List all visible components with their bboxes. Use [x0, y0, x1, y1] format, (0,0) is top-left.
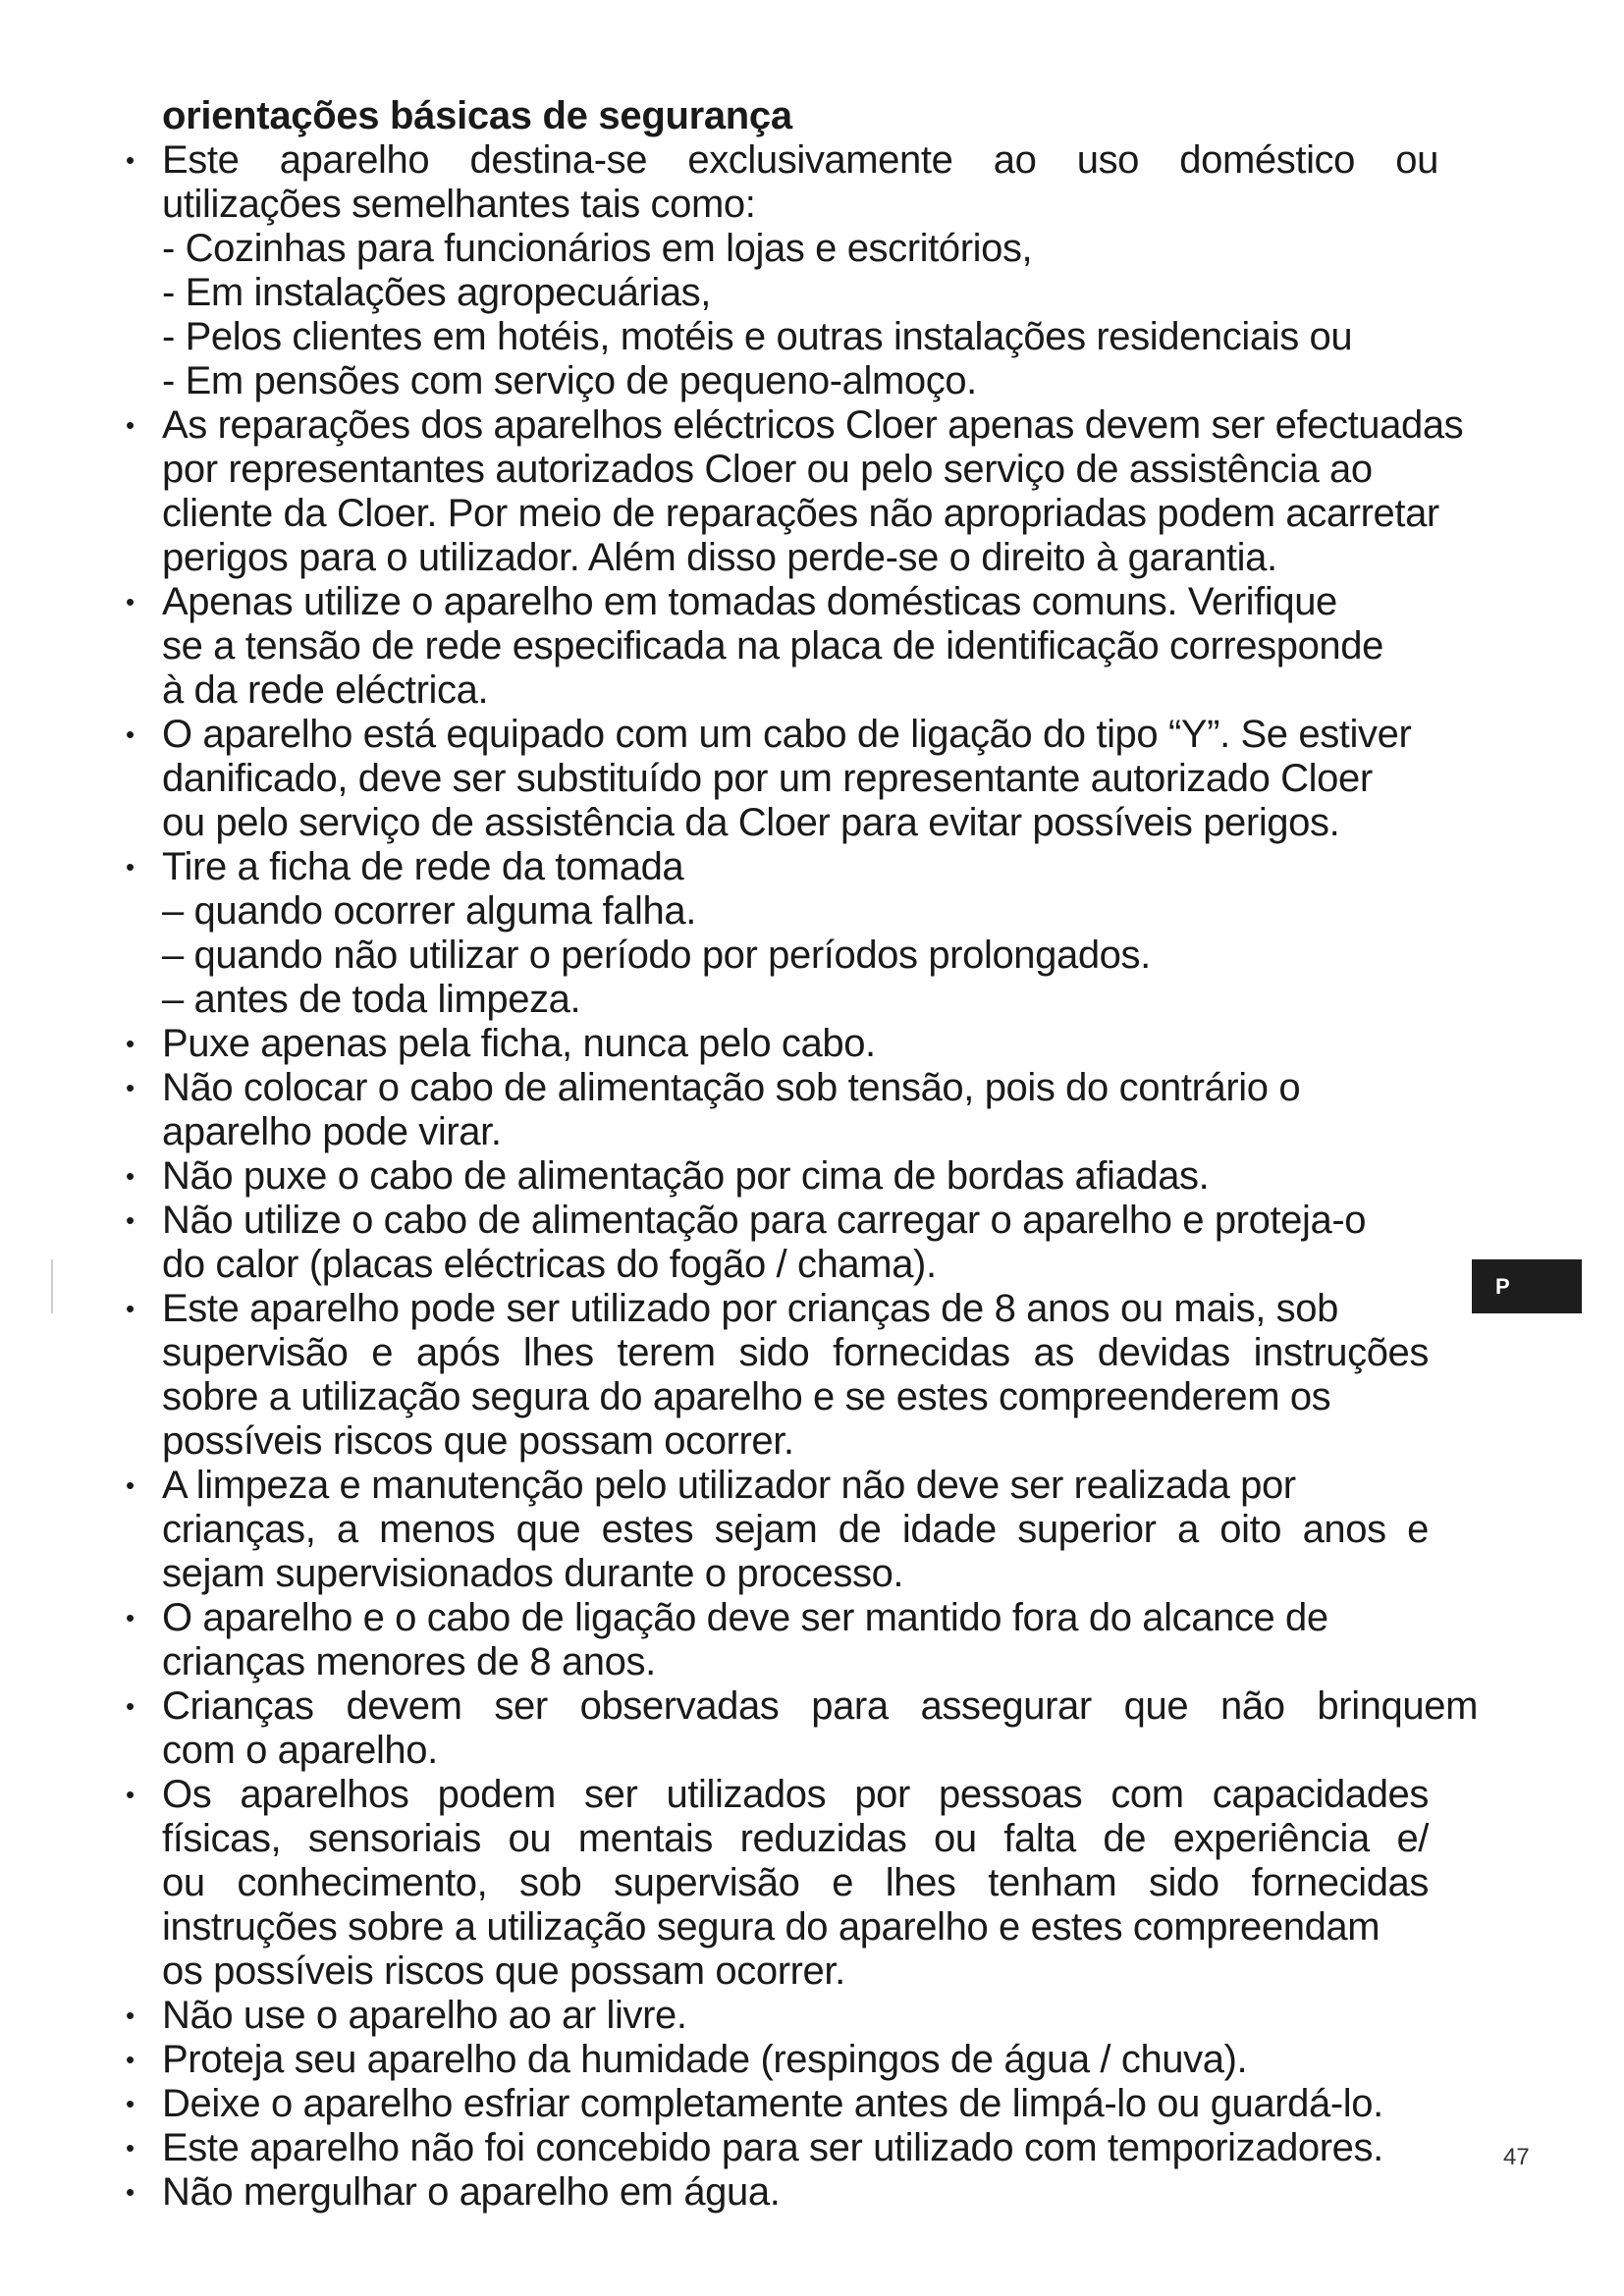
text-line: O aparelho e o cabo de ligação deve ser mantido fora do alcance de	[162, 1596, 1328, 1639]
text-line: Deixe o aparelho esfriar completamente antes de limpá-lo ou guardá-lo.	[162, 2082, 1383, 2125]
text-line: Este aparelho não foi concebido para ser utilizado com temporizadores.	[162, 2126, 1383, 2169]
language-tab: P	[1472, 1259, 1582, 1313]
bullet: •	[126, 587, 135, 616]
list-item	[118, 1994, 1571, 2038]
text-line: os possíveis riscos que possam ocorrer.	[162, 1949, 845, 1993]
text-line: – antes de toda limpeza.	[162, 978, 581, 1021]
bullet: •	[126, 2001, 135, 2030]
bullet: •	[126, 1205, 135, 1235]
text-line: – quando ocorrer alguma falha.	[162, 889, 696, 933]
bullet: •	[126, 1603, 135, 1632]
text-line: - Em pensões com serviço de pequeno-almoço.	[162, 359, 977, 402]
text-line: perigos para o utilizador. Além disso perde-se o direito à garantia.	[162, 536, 1277, 579]
text-line: As reparações dos aparelhos eléctricos Cloer apenas devem ser efectuadas	[162, 403, 1464, 447]
text-line: Este aparelho destina-se exclusivamente ao uso doméstico ou	[162, 138, 1438, 182]
text-line: aparelho pode virar.	[162, 1110, 502, 1153]
bullet: •	[126, 1780, 135, 1809]
text-line: - Pelos clientes em hotéis, motéis e outras instalações residenciais ou	[162, 315, 1353, 358]
text-line: sejam supervisionados durante o processo.	[162, 1552, 904, 1595]
text-line: Puxe apenas pela ficha, nunca pelo cabo.	[162, 1022, 876, 1065]
bullet: •	[126, 1073, 135, 1102]
text-line: à da rede eléctrica.	[162, 668, 489, 712]
bullet: •	[126, 720, 135, 749]
list-item	[118, 2038, 1571, 2082]
text-line: Não use o aparelho ao ar livre.	[162, 1994, 687, 2037]
text-line: cliente da Cloer. Por meio de reparações não apropriadas podem acarretar	[162, 492, 1439, 535]
bullet: •	[126, 410, 135, 440]
list-item	[118, 1287, 1571, 1464]
bullet: •	[126, 145, 135, 175]
list-item	[118, 1773, 1571, 1994]
text-line: com o aparelho.	[162, 1729, 438, 1772]
text-line: se a tensão de rede especificada na placa de identificação corresponde	[162, 624, 1383, 667]
page-number: 47	[1503, 2144, 1530, 2170]
text-line: - Em instalações agropecuárias,	[162, 271, 711, 314]
safety-section	[118, 94, 1571, 2215]
bullet: •	[126, 2133, 135, 2163]
text-line: crianças, a menos que estes sejam de idade superior a oito anos e	[162, 1508, 1429, 1551]
text-line: A limpeza e manutenção pelo utilizador não deve ser realizada por	[162, 1464, 1296, 1507]
list-item	[118, 2126, 1571, 2170]
text-line: Não colocar o cabo de alimentação sob tensão, pois do contrário o	[162, 1066, 1301, 1109]
list-item	[118, 1596, 1571, 1684]
text-line: por representantes autorizados Cloer ou pelo serviço de assistência ao	[162, 448, 1373, 491]
bullet: •	[126, 1161, 135, 1191]
text-line: do calor (placas eléctricas do fogão / chama).	[162, 1243, 937, 1286]
text-line: Tire a ficha de rede da tomada	[162, 845, 684, 888]
text-line: danificado, deve ser substituído por um representante autorizado Cloer	[162, 757, 1373, 800]
text-line: Apenas utilize o aparelho em tomadas domésticas comuns. Verifique	[162, 580, 1337, 623]
text-line: ou pelo serviço de assistência da Cloer para evitar possíveis perigos.	[162, 801, 1340, 844]
list-item	[118, 1154, 1571, 1199]
text-line: - Cozinhas para funcionários em lojas e escritórios,	[162, 227, 1033, 270]
list-item	[118, 2170, 1571, 2215]
text-line: Não mergulhar o aparelho em água.	[162, 2170, 781, 2214]
bullet: •	[126, 2177, 135, 2207]
list-item	[118, 845, 1571, 1022]
text-line: físicas, sensoriais ou mentais reduzidas ou falta de experiência e/	[162, 1817, 1429, 1860]
bullet: •	[126, 1294, 135, 1323]
list-item	[118, 580, 1571, 713]
text-line: O aparelho está equipado com um cabo de ligação do tipo “Y”. Se estiver	[162, 713, 1412, 756]
text-line: Crianças devem ser observadas para assegurar que não brinquem	[162, 1684, 1478, 1728]
text-line: supervisão e após lhes terem sido fornecidas as devidas instruções	[162, 1331, 1429, 1374]
list-item	[118, 1066, 1571, 1154]
text-line: crianças menores de 8 anos.	[162, 1640, 656, 1683]
list-item	[118, 138, 1571, 403]
list-item	[118, 1464, 1571, 1596]
text-line: Não utilize o cabo de alimentação para carregar o aparelho e proteja-o	[162, 1199, 1367, 1242]
list-item	[118, 1022, 1571, 1066]
list-item	[118, 1684, 1571, 1773]
margin-rule	[51, 1259, 53, 1313]
section-title: orientações básicas de segurança	[162, 94, 792, 137]
bullet: •	[126, 2045, 135, 2074]
list-item	[118, 2082, 1571, 2126]
text-line: – quando não utilizar o período por períodos prolongados.	[162, 934, 1151, 977]
text-line: instruções sobre a utilização segura do aparelho e estes compreendam	[162, 1905, 1380, 1949]
bullet: •	[126, 2089, 135, 2118]
text-line: Proteja seu aparelho da humidade (respingos de água / chuva).	[162, 2038, 1248, 2081]
bullet: •	[126, 1470, 135, 1500]
text-line: ou conhecimento, sob supervisão e lhes tenham sido fornecidas	[162, 1861, 1429, 1904]
text-line: possíveis riscos que possam ocorrer.	[162, 1419, 794, 1463]
bullet: •	[126, 852, 135, 881]
text-line: Os aparelhos podem ser utilizados por pessoas com capacidades	[162, 1773, 1429, 1816]
list-item	[118, 403, 1571, 580]
text-line: Não puxe o cabo de alimentação por cima de bordas afiadas.	[162, 1154, 1210, 1198]
bullet: •	[126, 1691, 135, 1721]
text-line: Este aparelho pode ser utilizado por crianças de 8 anos ou mais, sob	[162, 1287, 1338, 1330]
text-line: utilizações semelhantes tais como:	[162, 183, 756, 226]
bullet: •	[126, 1029, 135, 1058]
list-item	[118, 713, 1571, 845]
text-line: sobre a utilização segura do aparelho e se estes compreenderem os	[162, 1375, 1331, 1418]
safety-list	[118, 138, 1571, 2215]
list-item	[118, 1199, 1571, 1287]
